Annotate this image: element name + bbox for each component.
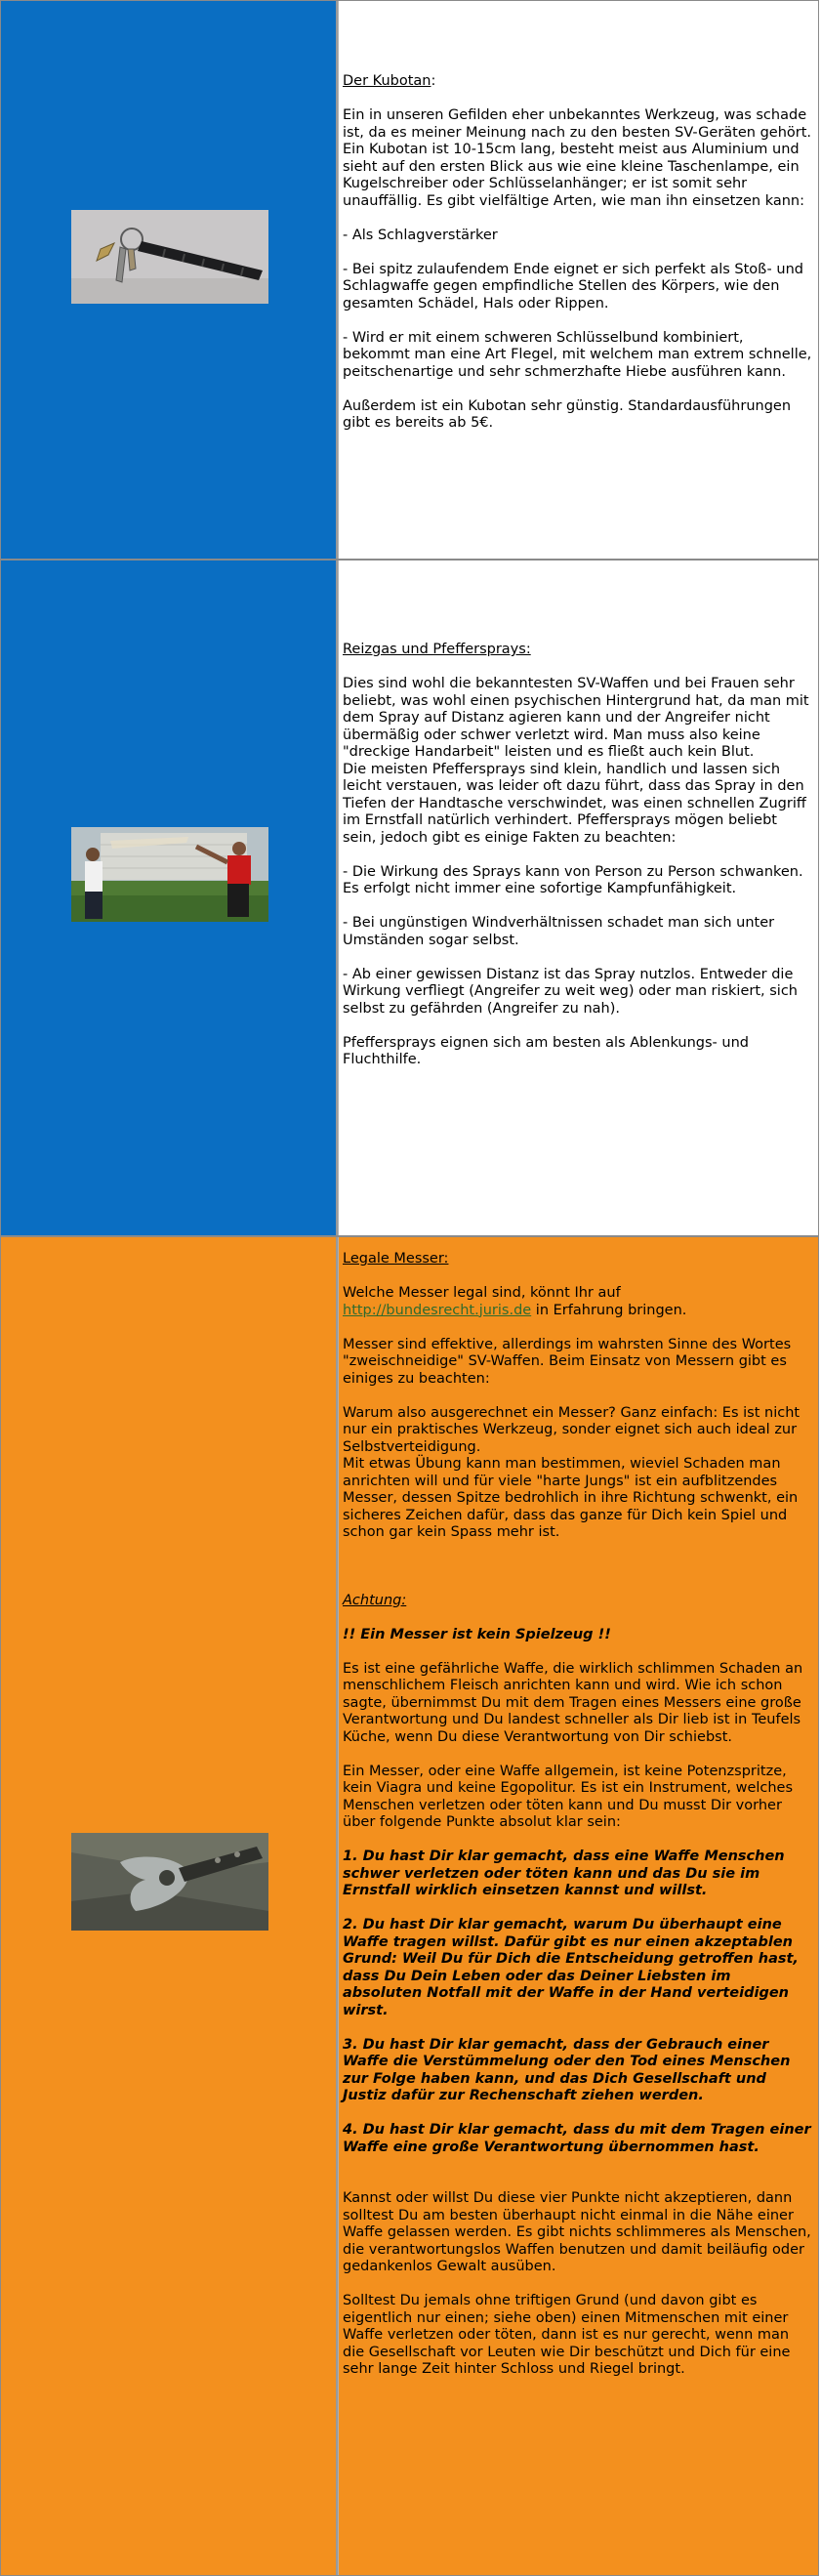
pepper-spray-photo — [71, 827, 268, 922]
image-cell — [1, 1, 338, 559]
text-cell — [338, 561, 818, 1235]
paragraph: Solltest Du jemals ohne triftigen Grund (und davon gibt es eigentlich nur einen; siehe oben) einen Mitmenschen mit einer Waffe verletzen oder töten, dann ist es nur gerecht, wenn man die Gesellschaft vor Leuten wie Dir beschützt und Dich für eine sehr lange Zeit hinter Schloss und Riegel bringt. — [343, 2293, 791, 2377]
bundesrecht-link[interactable]: http://bundesrecht.juris.de — [343, 1302, 532, 1318]
text-cell — [338, 1237, 818, 2575]
section-messer — [0, 1236, 819, 2576]
paragraph: Es ist eine gefährliche Waffe, die wirklich schlimmen Schaden an menschlichem Fleisch anrichten kann und wird. Wie ich schon sagte, übernimmst Du mit dem Tragen eines Messers eine große Verantwortung und Du landest schneller als Dir lieb ist in Teufels Küche, wenn Du diese Verantwortung von Dir schiebst. — [343, 1660, 803, 1745]
rule-item: 3. Du hast Dir klar gemacht, dass der Gebrauch einer Waffe die Verstümmelung oder den Tod eines Menschen zur Folge haben kann, und das Dich Gesellschaft und Justiz dafür zur Rechenschaft ziehen werden. — [343, 2036, 791, 2103]
paragraph: - Die Wirkung des Sprays kann von Person zu Person schwanken. Es erfolgt nicht immer eine sofortige Kampfunfähigkeit. — [343, 863, 803, 896]
rule-item: 2. Du hast Dir klar gemacht, warum Du überhaupt eine Waffe tragen willst. Dafür gibt es nur einen akzeptablen Grund: Weil Du für Dich die Entscheidung getroffen hast, dass Du Dein Leben oder das Deiner Liebsten im absoluten Notfall mit der Waffe in der Hand verteidigen wirst. — [343, 1917, 799, 2018]
image-cell — [1, 1237, 338, 2575]
paragraph: Die meisten Pfeffersprays sind klein, handlich und lassen sich leicht verstauen, was leider oft dazu führt, dass das Spray in den Tiefen der Handtasche verschwindet, was einen schnellen Zugriff im Ernstfall natürlich verhindert. Pfeffersprays mögen beliebt sein, jedoch gibt es einige Fakten zu beachten: — [343, 761, 806, 846]
paragraph: Messer sind effektive, allerdings im wahrsten Sinne des Wortes "zweischneidige" SV-Waffen. Beim Einsatz von Messern gibt es einiges zu beachten: — [343, 1336, 792, 1387]
paragraph: - Bei ungünstigen Windverhältnissen schadet man sich unter Umständen sogar selbst. — [343, 915, 775, 948]
paragraph: Welche Messer legal sind, könnt Ihr auf — [343, 1285, 621, 1301]
paragraph: in Erfahrung bringen. — [531, 1302, 687, 1318]
paragraph: - Ab einer gewissen Distanz ist das Spray nutzlos. Entweder die Wirkung verfliegt (Angreifer zu weit weg) oder man riskiert, sich selbst zu gefährden (Angreifer zu nah). — [343, 966, 798, 1017]
section-title: Reizgas und Pfeffersprays: — [343, 642, 531, 657]
section-title: Legale Messer: — [343, 1251, 449, 1267]
paragraph: - Wird er mit einem schweren Schlüsselbund kombiniert, bekommt man eine Art Flegel, mit welchem man extrem schnelle, peitschenartige und sehr schmerzhafte Hiebe ausführen kann. — [343, 329, 812, 380]
section-kubotan — [0, 0, 819, 560]
text-cell — [338, 1, 818, 559]
paragraph: Ein Messer, oder eine Waffe allgemein, ist keine Potenzspritze, kein Viagra und keine Egopolitur. Es ist ein Instrument, welches Menschen verletzen oder töten kann und Du musst Dir vorher über folgende Punkte absolut klar sein: — [343, 1763, 794, 1830]
paragraph: - Als Schlagverstärker — [343, 227, 498, 243]
paragraph: Mit etwas Übung kann man bestimmen, wieviel Schaden man anrichten will und für viele "harte Jungs" ist ein aufblitzendes Messer, dessen Spitze bedrohlich in ihre Richtung schwenkt, ein sicheres Zeichen dafür, dass das ganze für Dich kein Spiel und schon gar kein Spass mehr ist. — [343, 1456, 799, 1540]
paragraph: Ein in unseren Gefilden eher unbekanntes Werkzeug, was schade ist, da es meiner Meinung nach zu den besten SV-Geräten gehört. Ein Kubotan ist 10-15cm lang, besteht meist aus Aluminium und sieht auf den ersten Blick aus wie eine kleine Taschenlampe, ein Kugelschreiber oder Schlüsselanhänger; er ist somit sehr unauffällig. Es gibt vielfältige Arten, wie man ihn einsetzen kann: — [343, 107, 812, 209]
kubotan-photo — [71, 210, 268, 304]
image-cell — [1, 561, 338, 1235]
section-title: Der Kubotan — [343, 73, 431, 89]
rule-item: 1. Du hast Dir klar gemacht, dass eine Waffe Menschen schwer verletzen oder töten kann und das Du sie im Ernstfall wirklich einsetzen kannst und willst. — [343, 1849, 785, 1898]
section-reizgas — [0, 560, 819, 1236]
title-colon: : — [431, 73, 436, 89]
paragraph: Warum also ausgerechnet ein Messer? Ganz einfach: Es ist nicht nur ein praktisches Werkzeug, sonder eignet sich auch ideal zur Selbstverteidigung. — [343, 1404, 800, 1455]
paragraph: Dies sind wohl die bekanntesten SV-Waffen und bei Frauen sehr beliebt, was wohl einen psychischen Hintergrund hat, da man mit dem Spray auf Distanz agieren kann und der Angreifer nicht übermäßig oder schwer verletzt wird. Man muss also keine "dreckige Handarbeit" leisten und es fließt auch kein Blut. — [343, 676, 809, 760]
paragraph: Außerdem ist ein Kubotan sehr günstig. Standardausführungen gibt es bereits ab 5€. — [343, 397, 792, 431]
paragraph: Kannst oder willst Du diese vier Punkte nicht akzeptieren, dann solltest Du am besten überhaupt nicht einmal in die Nähe einer Waffe gelassen werden. Es gibt nichts schlimmeres als Menschen, die verantwortungslos Waffen benutzen und damit beiläufig oder gedankenlos Gewalt ausüben. — [343, 2190, 811, 2274]
paragraph: Pfeffersprays eignen sich am besten als Ablenkungs- und Fluchthilfe. — [343, 1034, 749, 1067]
warning-subtitle: !! Ein Messer ist kein Spielzeug !! — [343, 1626, 611, 1642]
rule-item: 4. Du hast Dir klar gemacht, dass du mit dem Tragen einer Waffe eine große Verantwortung übernommen hast. — [343, 2122, 811, 2155]
warning-title: Achtung: — [343, 1592, 407, 1608]
knife-photo — [71, 1833, 268, 1931]
paragraph: - Bei spitz zulaufendem Ende eignet er sich perfekt als Stoß- und Schlagwaffe gegen empfindliche Stellen des Körpers, wie den gesamten Schädel, Hals oder Rippen. — [343, 261, 803, 312]
